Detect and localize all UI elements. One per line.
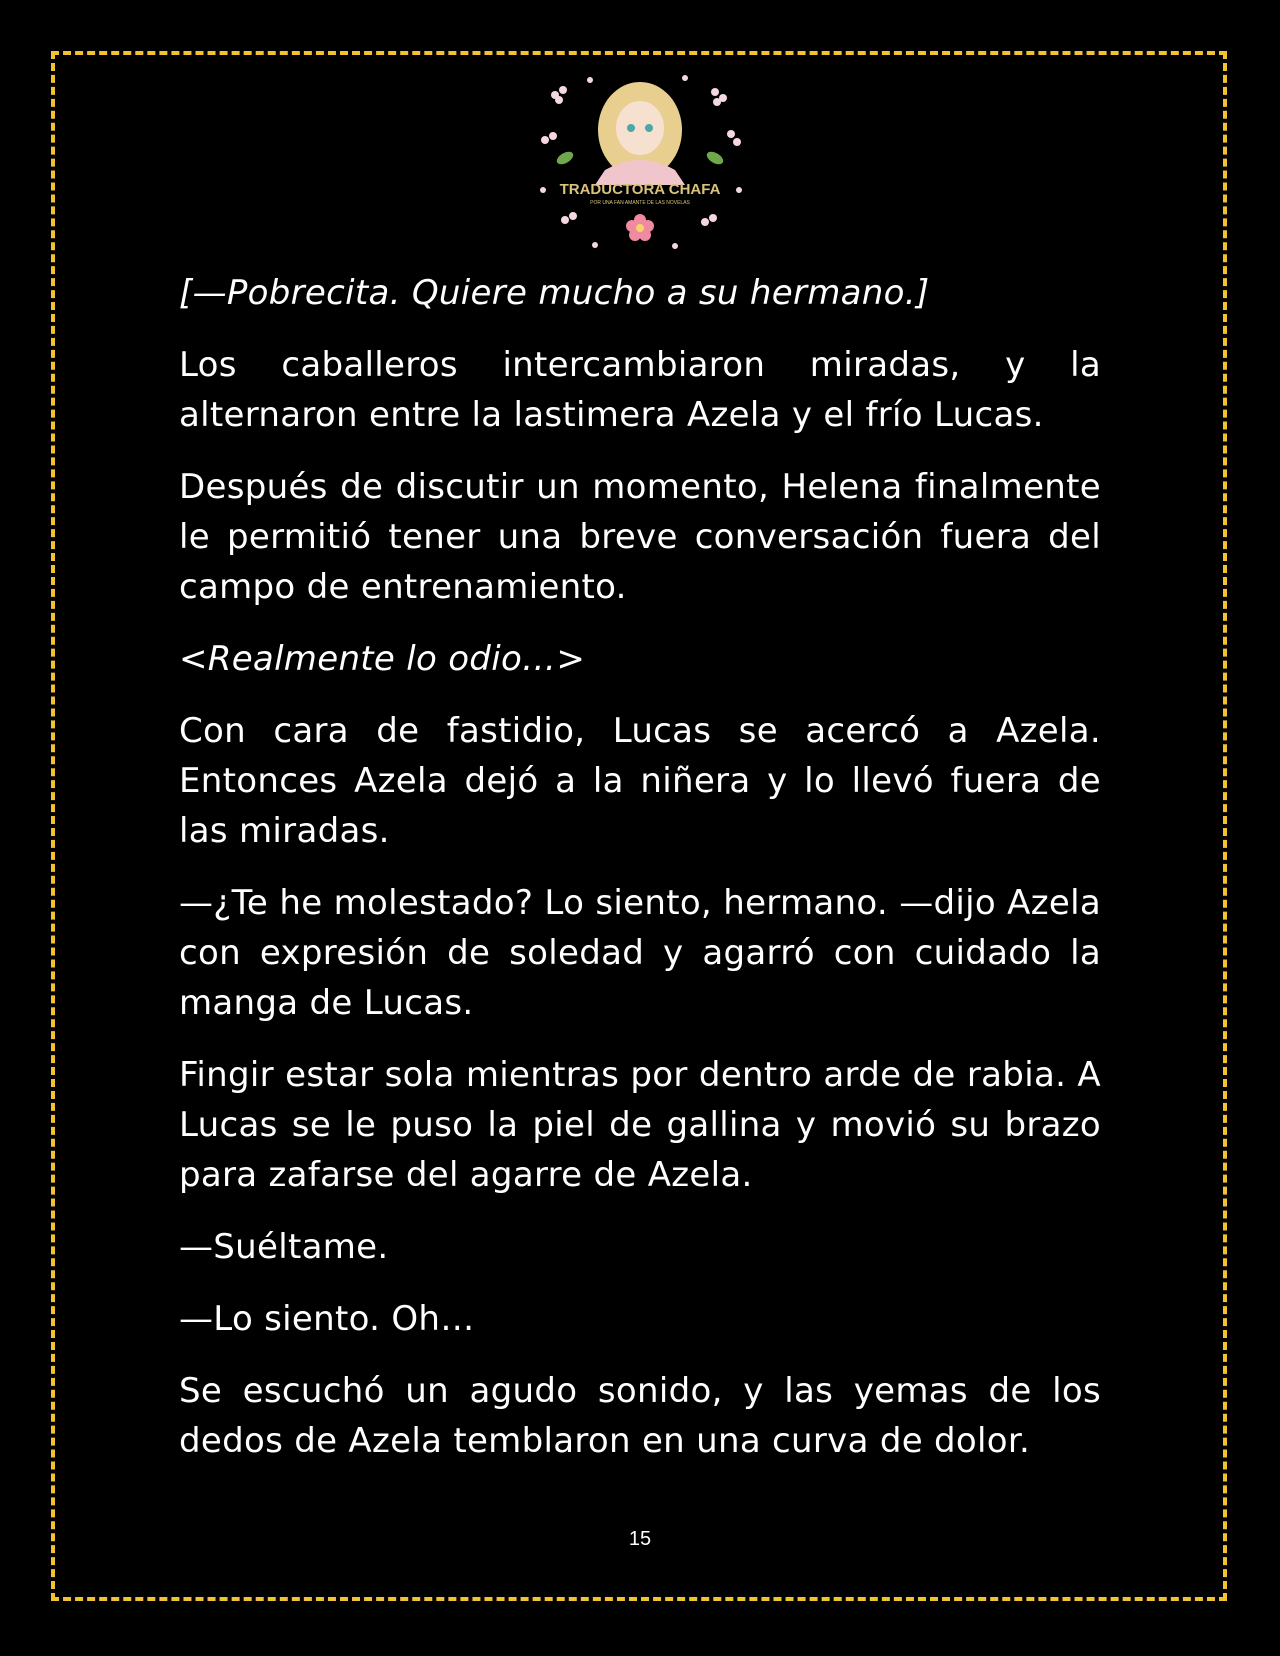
logo-title: TRADUCTORA CHAFA	[559, 181, 721, 198]
translator-logo	[535, 70, 745, 260]
logo-subtitle: POR UNA FAN AMANTE DE LAS NOVELAS	[590, 200, 690, 206]
paragraph: —Lo siento. Oh…	[179, 1299, 475, 1339]
paragraph: [—Pobrecita. Quiere mucho a su hermano.]	[179, 273, 930, 313]
paragraph: <Realmente lo odio…>	[179, 639, 586, 679]
document-body	[179, 268, 1101, 1488]
paragraph: —¿Te he molestado? Lo siento, hermano. —dijo Azela con expresión de soledad y agarró con cuidado la manga de Lucas.	[179, 883, 1101, 1023]
paragraph: Con cara de fastidio, Lucas se acercó a Azela. Entonces Azela dejó a la niñera y lo llevó fuera de las miradas.	[179, 711, 1101, 851]
paragraph: Fingir estar sola mientras por dentro arde de rabia. A Lucas se le puso la piel de gallina y movió su brazo para zafarse del agarre de Azela.	[179, 1055, 1101, 1195]
paragraph: —Suéltame.	[179, 1227, 389, 1267]
page-number: 15	[628, 1528, 652, 1550]
paragraph: Se escuchó un agudo sonido, y las yemas de los dedos de Azela temblaron en una curva de dolor.	[179, 1371, 1101, 1461]
paragraph: Los caballeros intercambiaron miradas, y la alternaron entre la lastimera Azela y el frío Lucas.	[179, 345, 1101, 435]
paragraph: Después de discutir un momento, Helena finalmente le permitió tener una breve conversación fuera del campo de entrenamiento.	[179, 467, 1101, 607]
